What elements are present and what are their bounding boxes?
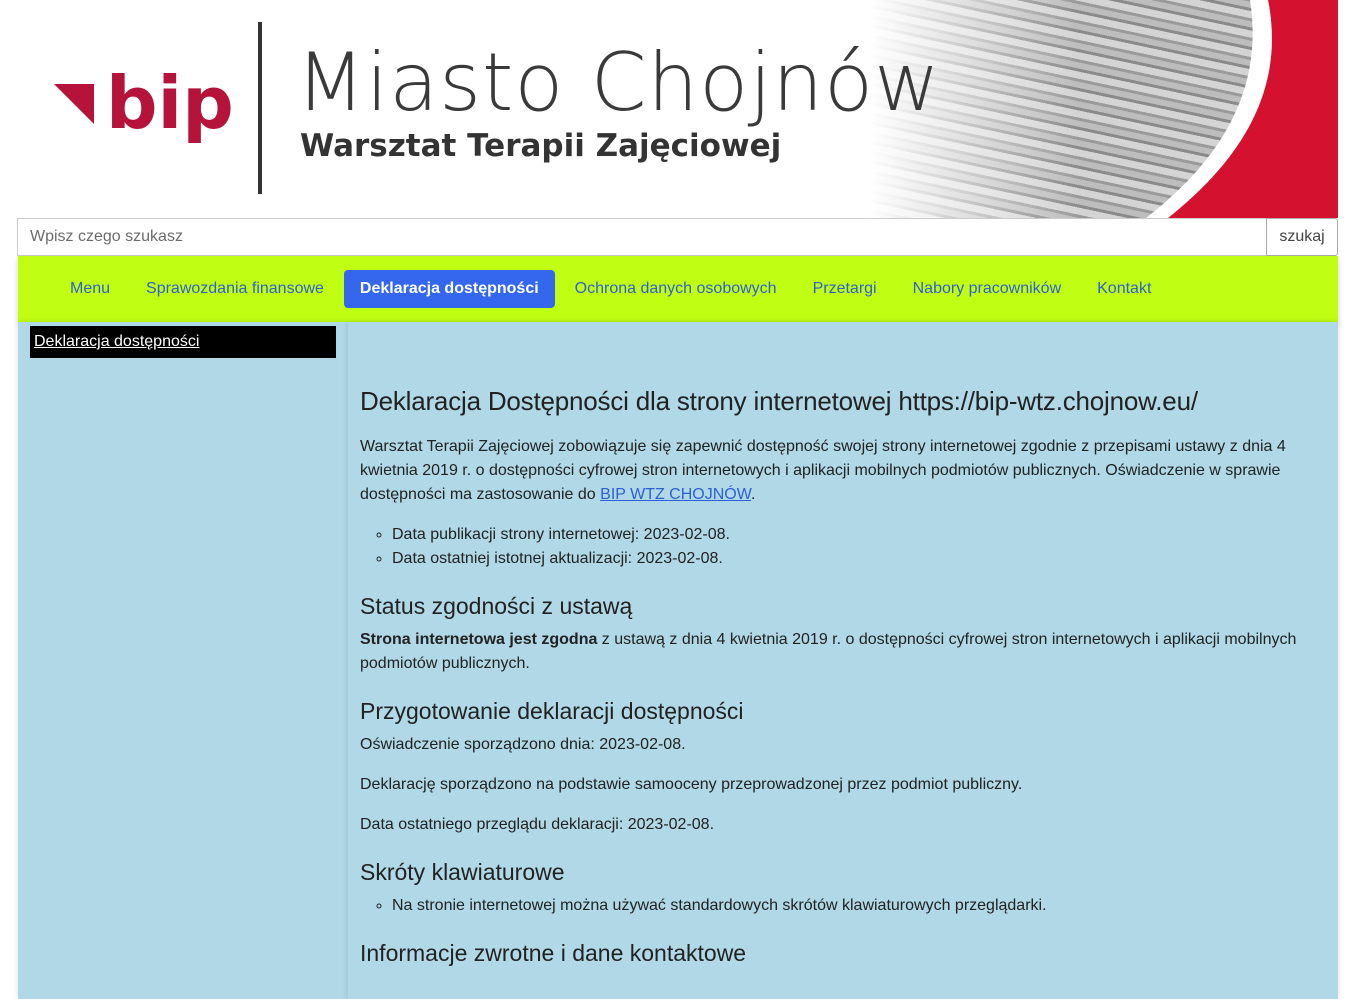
site-header [18, 0, 1338, 218]
dates-list [360, 523, 1326, 571]
nav-item-przetargi[interactable]: Przetargi [812, 280, 877, 297]
nav-item-sprawozdania-finansowe[interactable]: Sprawozdania finansowe [146, 280, 324, 297]
nav-item-deklaracja-dostepnosci[interactable]: Deklaracja dostępności [344, 270, 555, 308]
prep-paragraph-1: Oświadczenie sporządzono dnia: 2023-02-08. [360, 736, 686, 753]
intro-text: Warsztat Terapii Zajęciowej zobowiązuje się zapewnić dostępność swojej strony internetowej zgodnie z przepisami ustawy z dnia 4 kwietnia 2019 r. o dostępności cyfrowej stron internetowych i aplikacji mobilnych podmiotów publicznych. Oświadczenie w sprawie dostępności ma zastosowanie do [360, 438, 1286, 503]
intro-end: . [750, 486, 756, 503]
nav-item-kontakt[interactable]: Kontakt [1097, 280, 1152, 297]
search-button[interactable]: szukaj [1266, 218, 1338, 256]
site-subtitle: Warsztat Terapii Zajęciowej [300, 128, 782, 164]
intro-paragraph [360, 435, 1326, 507]
bip-wtz-link[interactable]: BIP WTZ CHOJNÓW [600, 486, 751, 503]
prep-paragraph-3: Data ostatniego przeglądu deklaracji: 2023-02-08. [360, 816, 715, 833]
status-bold: Strona internetowa jest zgodna [360, 631, 598, 648]
nav-item-ochrona-danych[interactable]: Ochrona danych osobowych [574, 280, 777, 297]
search-input[interactable] [17, 218, 1266, 256]
sidebar-item-deklaracja-dostepnosci[interactable]: Deklaracja dostępności [30, 326, 336, 358]
status-heading: Status zgodności z ustawą [360, 593, 633, 619]
list-item: ◦ Data ostatniej istotnej aktualizacji: 2023-02-08. [392, 547, 1326, 571]
page-title: Deklaracja Dostępności dla strony internetowej https://bip-wtz.chojnow.eu/ [360, 386, 1198, 416]
shortcuts-heading: Skróty klawiaturowe [360, 859, 565, 885]
list-item: ◦ Data publikacji strony internetowej: 2023-02-08. [392, 523, 1326, 547]
shortcuts-list [360, 894, 1326, 918]
main-navigation [18, 256, 1338, 322]
sidebar [18, 322, 348, 999]
content-area [18, 322, 1338, 999]
status-paragraph [360, 628, 1326, 676]
bip-logo-icon [54, 66, 234, 148]
bip-logo-text: bip [106, 66, 234, 145]
site-title: Miasto Chojnów [296, 36, 941, 129]
prep-heading: Przygotowanie deklaracji dostępności [360, 698, 744, 724]
polish-flag-graphic [1138, 0, 1338, 218]
header-divider [258, 22, 262, 194]
nav-item-nabory[interactable]: Nabory pracowników [912, 280, 1062, 297]
list-item: ◦ Na stronie internetowej można używać standardowych skrótów klawiaturowych przeglądarki. [392, 894, 1326, 918]
feedback-heading: Informacje zwrotne i dane kontaktowe [360, 940, 747, 966]
nav-item-menu[interactable]: Menu [70, 280, 111, 297]
search-bar [17, 218, 1338, 256]
main-content [348, 322, 1338, 999]
prep-paragraph-2: Deklarację sporządzono na podstawie samooceny przeprowadzonej przez podmiot publiczny. [360, 776, 1023, 793]
bip-logo[interactable] [54, 66, 234, 148]
status-text: z ustawą z dnia 4 kwietnia 2019 r. o dostępności cyfrowej stron internetowych i aplikacji mobilnych podmiotów publicznych. [360, 631, 1297, 672]
